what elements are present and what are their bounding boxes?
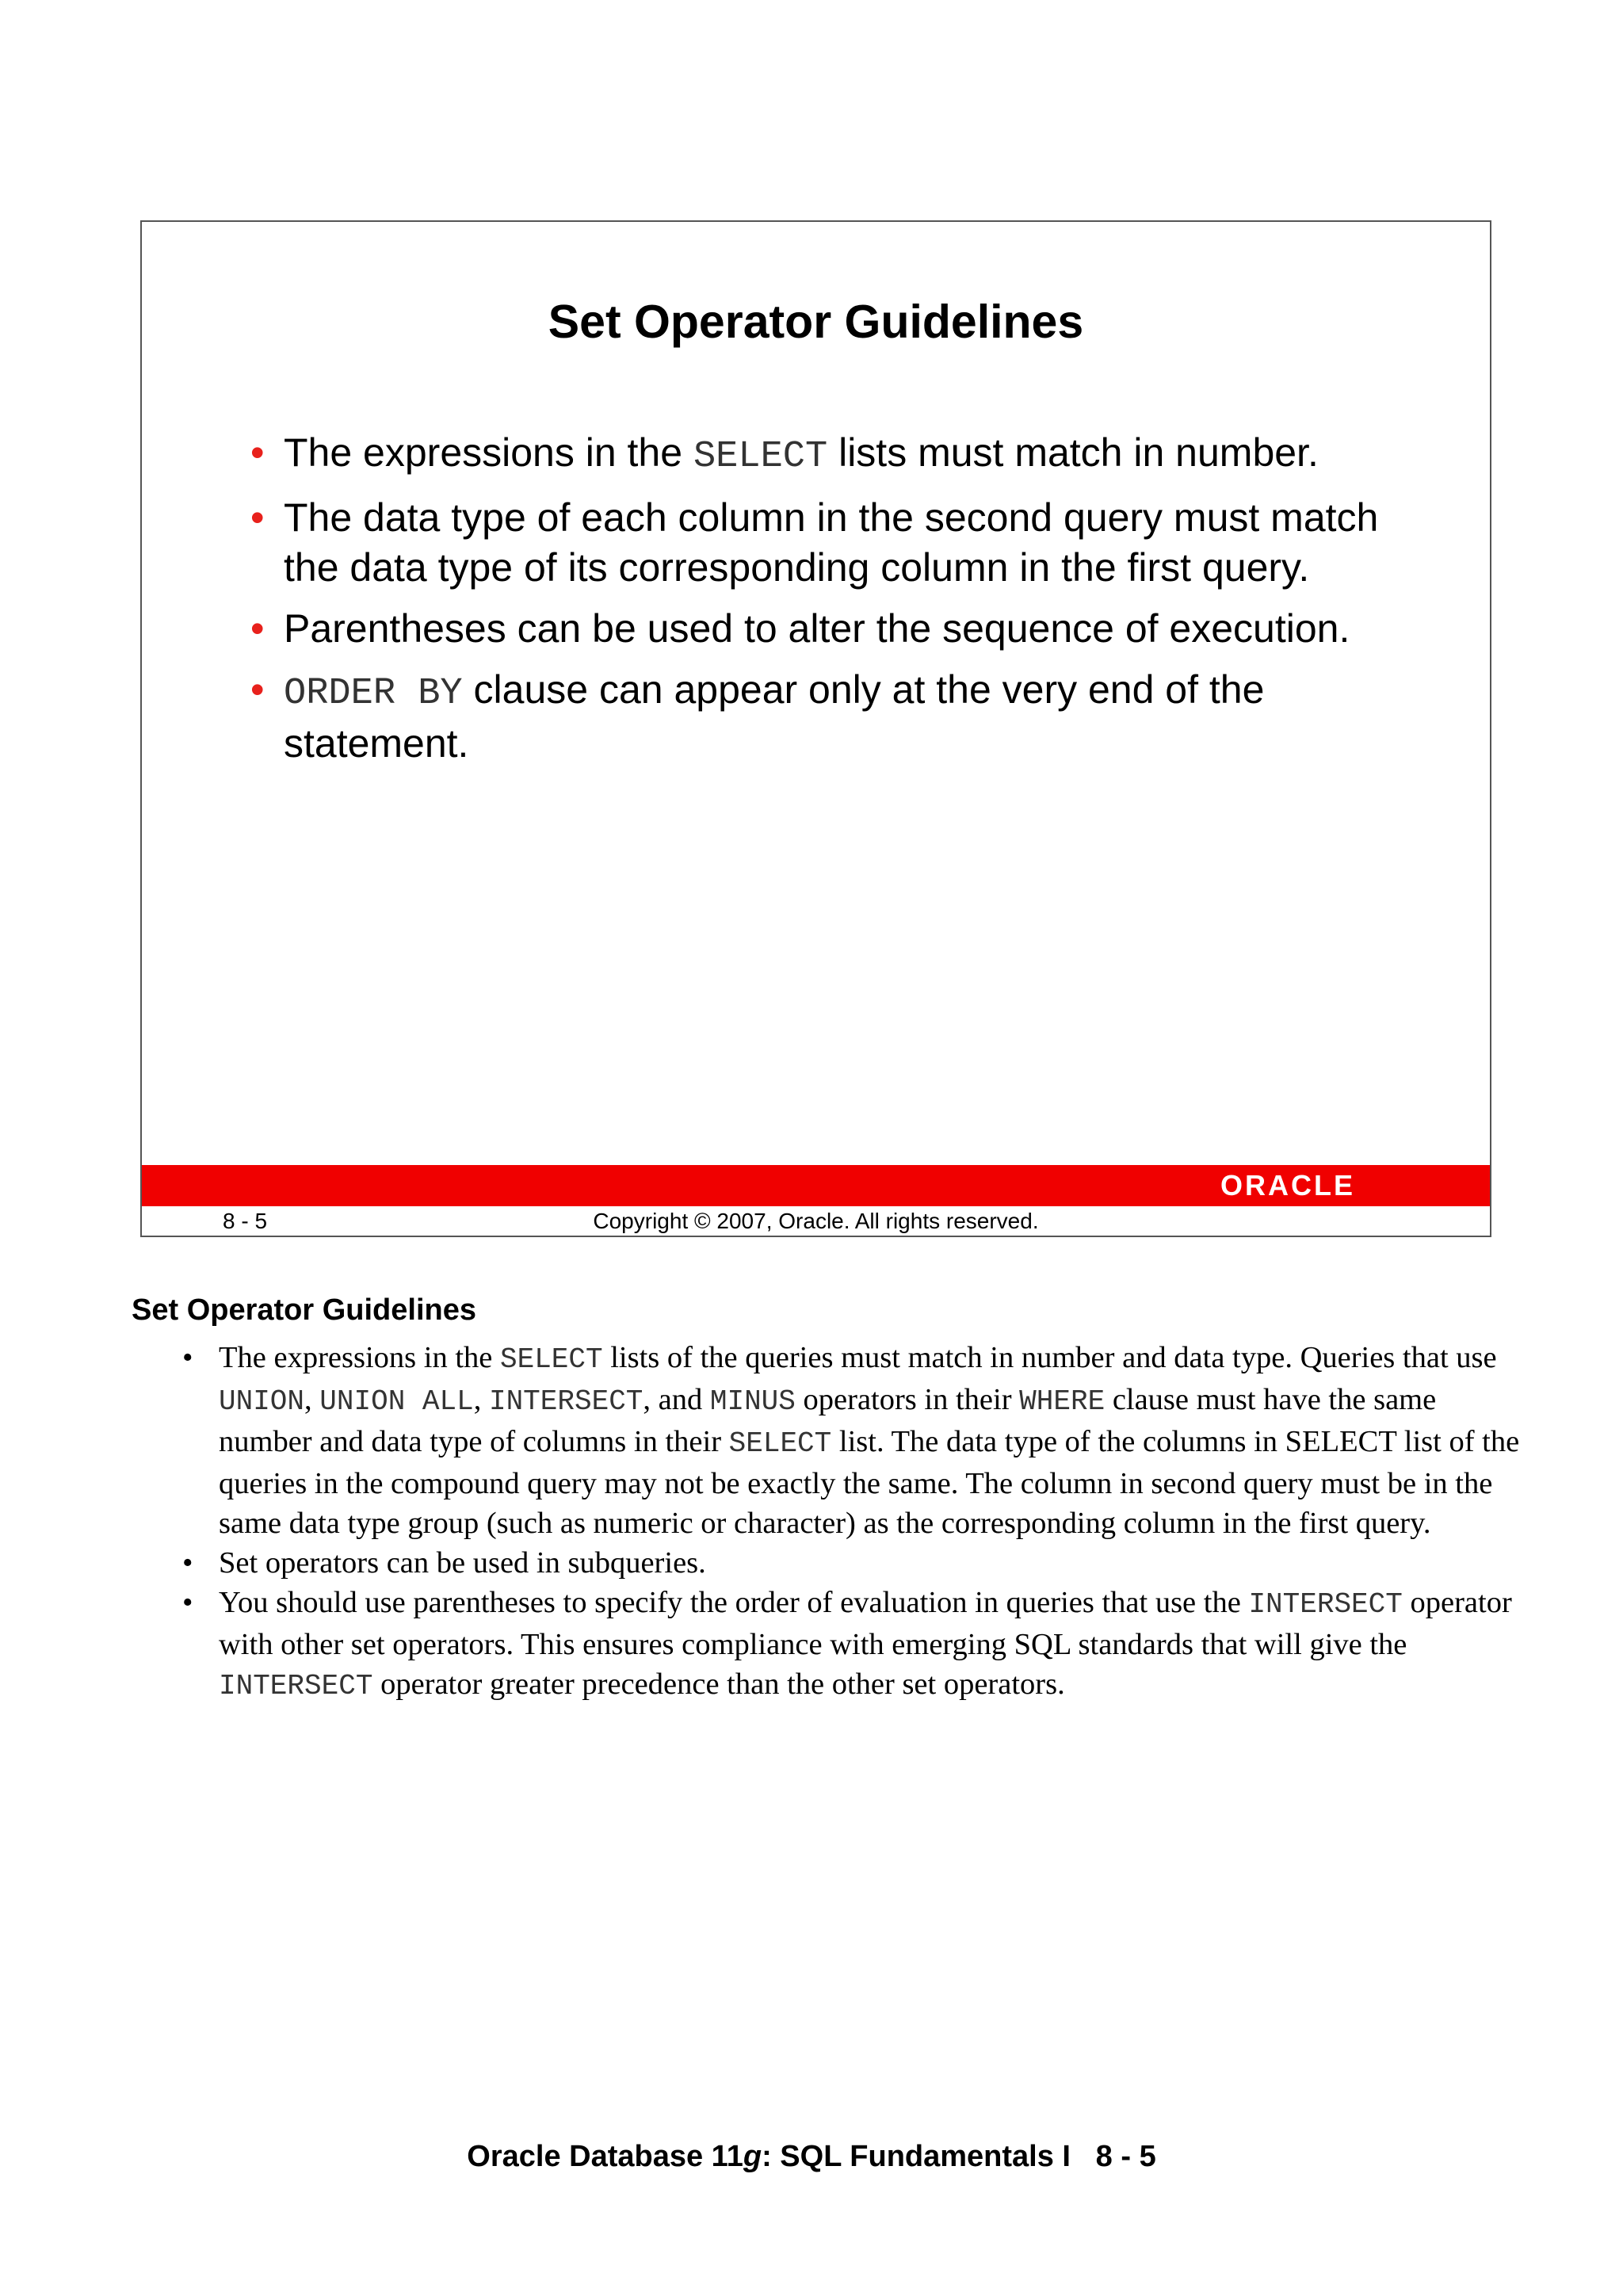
slide-page-number: 8 - 5 bbox=[223, 1209, 268, 1233]
slide-bullet: • Parentheses can be used to alter the sequence of execution. bbox=[250, 604, 1439, 654]
bullet-icon: • bbox=[182, 1586, 193, 1619]
notes-list bbox=[176, 1338, 1523, 1706]
page-footer: Oracle Database 11g: SQL Fundamentals I 8 - 5 bbox=[467, 2140, 1156, 2173]
notes-item: • The expressions in the SELECT lists of the queries must match in number and data type. Queries that use UNION, UNION ALL, INTERSECT, and MINUS operators in their WHERE clause must have the same number and data type of columns in their SELECT list. The data type of the columns in SELECT list of the queries in the compound query may not be exactly the same. The column in second query must be in the same data type group (such as numeric or character) as the corresponding column in the first query. bbox=[176, 1338, 1523, 1543]
copyright-text: Copyright © 2007, Oracle. All rights reserved. bbox=[593, 1209, 1039, 1233]
slide-bullet: • The expressions in the SELECT lists must match in number. bbox=[250, 428, 1439, 482]
notes-item: • You should use parentheses to specify the order of evaluation in queries that use the INTERSECT operator with other set operators. This ensures compliance with emerging SQL standards that will give the INTERSECT operator greater precedence than the other set operators. bbox=[176, 1583, 1523, 1706]
bullet-dot-icon: • bbox=[250, 667, 265, 712]
slide-bullet: • The data type of each column in the second query must match the data type of its corresponding column in the first query. bbox=[250, 493, 1439, 593]
bullet-dot-icon: • bbox=[250, 495, 265, 540]
bullet-dot-icon: • bbox=[250, 430, 265, 475]
brand-band bbox=[142, 1165, 1490, 1206]
notes-item: • Set operators can be used in subqueries. bbox=[176, 1543, 1523, 1583]
oracle-logo: ORACLE bbox=[1220, 1169, 1355, 1201]
slide-frame bbox=[140, 220, 1491, 1237]
slide-bullet-list bbox=[250, 428, 1439, 780]
bullet-dot-icon: • bbox=[250, 606, 265, 651]
notes-heading: Set Operator Guidelines bbox=[132, 1293, 476, 1327]
slide-footer bbox=[142, 1206, 1490, 1236]
bullet-icon: • bbox=[182, 1341, 193, 1374]
slide-bullet: • ORDER BY clause can appear only at the very end of the statement. bbox=[250, 665, 1439, 769]
slide-title: Set Operator Guidelines bbox=[548, 296, 1084, 348]
bullet-icon: • bbox=[182, 1546, 193, 1580]
